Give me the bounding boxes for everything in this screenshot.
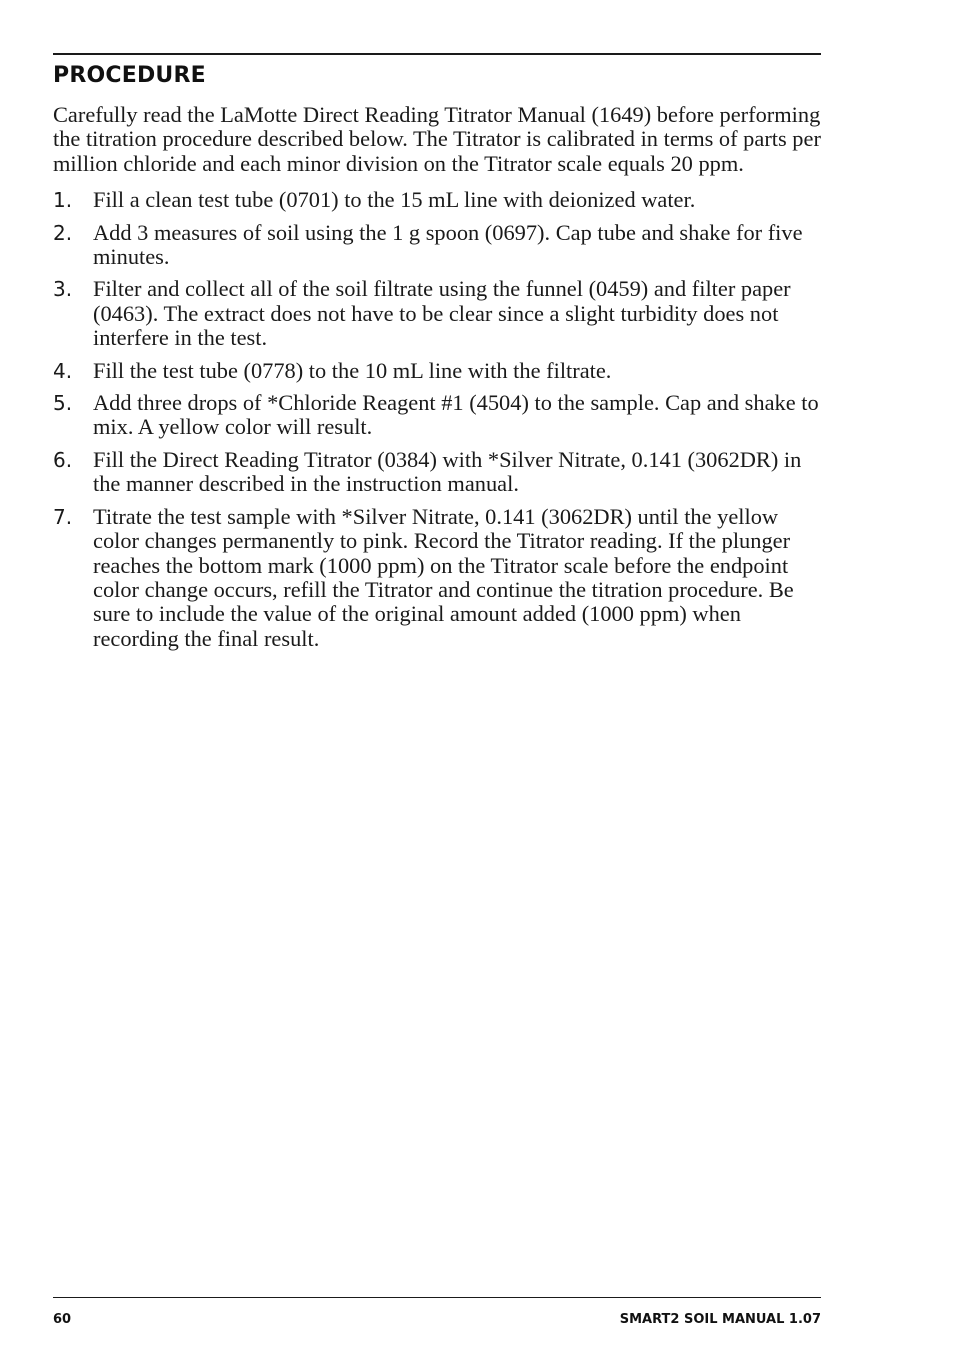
step-text: Fill the Direct Reading Titrator (0384) with *Silver Nitrate, 0.141 (3062DR) in the manner described in the instruction manual. xyxy=(93,446,802,497)
step-text: Add 3 measures of soil using the 1 g spoon (0697). Cap tube and shake for five minutes. xyxy=(93,219,803,270)
footer-rule xyxy=(53,1297,821,1298)
step-number: 1. xyxy=(53,188,73,213)
step-text: Add three drops of *Chloride Reagent #1 (4504) to the sample. Cap and shake to mix. A yellow color will result. xyxy=(93,390,819,440)
procedure-step xyxy=(53,188,828,212)
step-number: 3. xyxy=(53,277,73,302)
step-number: 7. xyxy=(53,504,73,529)
procedure-step xyxy=(53,391,828,440)
step-text: Filter and collect all of the soil filtrate using the funnel (0459) and filter paper (0463). The extract does not have to be clear since a slight turbidity does not interfere in the test. xyxy=(93,276,791,351)
top-rule xyxy=(53,53,821,55)
procedure-step xyxy=(53,359,828,383)
step-text: Fill the test tube (0778) to the 10 mL line with the filtrate. xyxy=(93,357,612,383)
procedure-steps xyxy=(53,188,828,651)
step-number: 6. xyxy=(53,447,73,472)
manual-title: SMART2 SOIL MANUAL 1.07 xyxy=(619,1312,821,1327)
procedure-step xyxy=(53,221,828,270)
procedure-step xyxy=(53,448,828,497)
step-text: Fill a clean test tube (0701) to the 15 mL line with deionized water. xyxy=(93,187,696,213)
step-number: 4. xyxy=(53,358,73,383)
section-heading: PROCEDURE xyxy=(53,63,206,88)
procedure-step xyxy=(53,277,828,350)
intro-paragraph: Carefully read the LaMotte Direct Reading Titrator Manual (1649) before performing the titration procedure described below. The Titrator is calibrated in terms of parts per million chloride and each minor division on the Titrator scale equals 20 ppm. xyxy=(53,102,821,176)
procedure-step xyxy=(53,505,828,651)
step-number: 2. xyxy=(53,220,73,245)
document-body xyxy=(53,103,828,659)
step-number: 5. xyxy=(53,391,73,416)
step-text: Titrate the test sample with *Silver Nitrate, 0.141 (3062DR) until the yellow color changes permanently to pink. Record the Titrator reading. If the plunger reaches the bottom mark (1000 ppm) on the Titrator scale before the endpoint color change occurs, refill the Titrator and continue the titration procedure. Be sure to include the value of the original amount added (1000 ppm) when recording the final result. xyxy=(93,503,794,651)
page-number: 60 xyxy=(53,1312,72,1327)
